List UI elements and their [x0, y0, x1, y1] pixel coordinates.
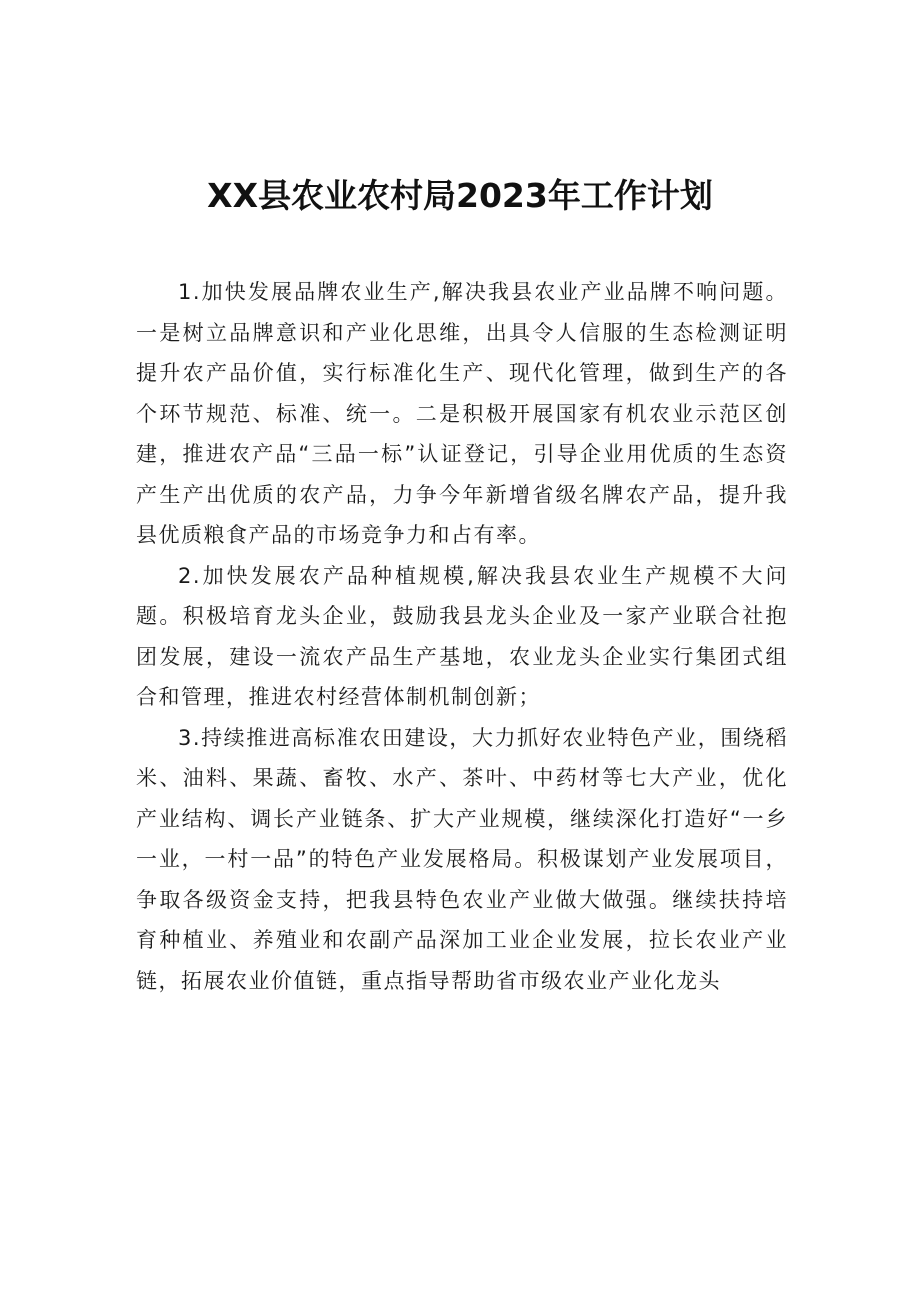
document-body: [136, 272, 788, 1001]
paragraph-1: 1.加快发展品牌农业生产,解决我县农业产业品牌不响问题。一是树立品牌意识和产业化思维，出具令人信服的生态检测证明提升农产品价值，实行标准化生产、现代化管理，做到生产的各个环节规范、标准、统一。二是积极开展国家有机农业示范区创建，推进农产品“三品一标”认证登记，引导企业用优质的生态资产生产出优质的农产品，力争今年新增省级名牌农产品，提升我县优质粮食产品的市场竞争力和占有率。: [136, 280, 788, 547]
document-title: XX县农业农村局2023年工作计划: [207, 176, 713, 215]
paragraph-3: 3.持续推进高标准农田建设，大力抓好农业特色产业，围绕稻米、油料、果蔬、畜牧、水产、茶叶、中药材等七大产业，优化产业结构、调长产业链条、扩大产业规模，继续深化打造好“一乡一业，一村一品”的特色产业发展格局。积极谋划产业发展项目，争取各级资金支持，把我县特色农业产业做大做强。继续扶持培育种植业、养殖业和农副产品深加工业企业发展，拉长农业产业链，拓展农业价值链，重点指导帮助省市级农业产业化龙头: [136, 725, 788, 993]
paragraph-2: 2.加快发展农产品种植规模,解决我县农业生产规模不大问题。积极培育龙头企业，鼓励我县龙头企业及一家产业联合社抱团发展，建设一流农产品生产基地，农业龙头企业实行集团式组合和管理，推进农村经营体制机制创新；: [136, 563, 788, 709]
